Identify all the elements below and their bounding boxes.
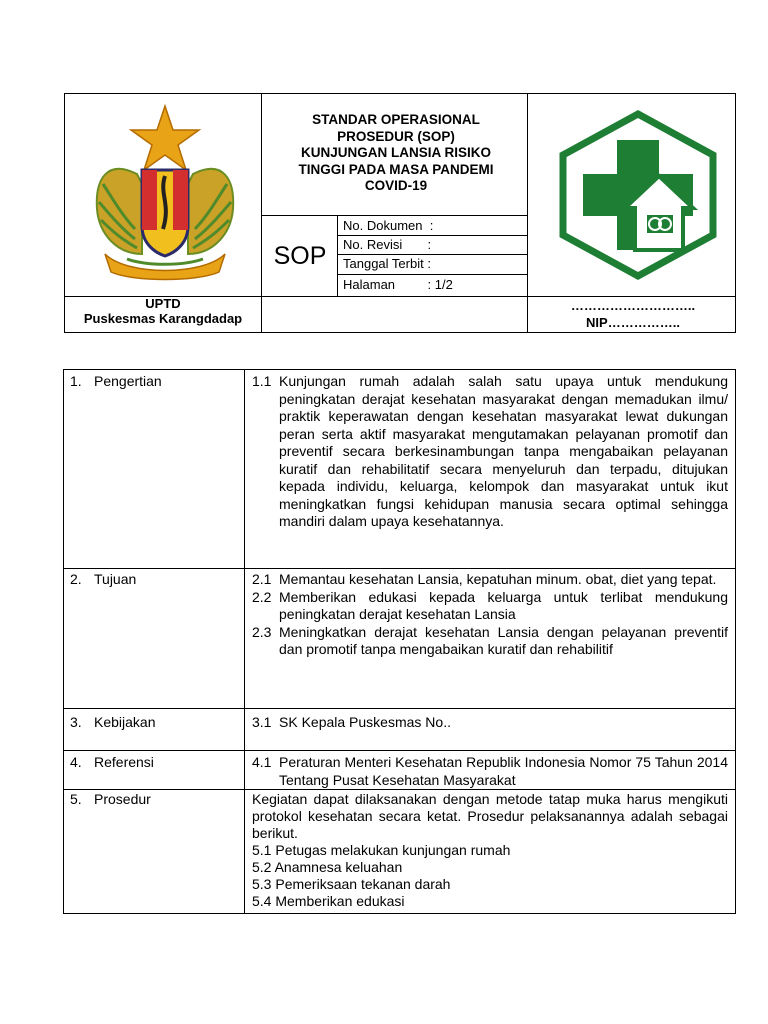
- sop-title-line: PROSEDUR (SOP): [337, 128, 455, 144]
- section-content: [252, 754, 728, 789]
- meta-revision-number: No. Revisi :: [343, 237, 432, 252]
- sop-title-line: COVID-19: [364, 178, 428, 193]
- sop-title-line: KUNJUNGAN LANSIA RISIKO: [300, 145, 491, 160]
- item-number: 2.3: [252, 623, 272, 640]
- row-divider: [64, 789, 735, 790]
- header-divider: [337, 235, 527, 236]
- sop-content-table: [63, 369, 736, 914]
- org-name: [65, 296, 261, 326]
- procedure-step: 5.2 Anamnesa keluahan: [252, 859, 403, 875]
- section-label: [70, 791, 151, 807]
- section-label: [70, 714, 156, 730]
- row-divider: [64, 568, 735, 569]
- item-text: Kunjungan rumah adalah salah satu upaya untuk mendukung peningkatan derajat kesehatan masyarakat dengan memadukan ilmu/ praktik keperawatan dengan kesehatan masyarakat lewat dukungan peran serta aktif masyarakat mengutamakan pelayanan promotif dan preventif secara berkesinambungan tanpa mengabaikan pelayanan kuratif dan rehabilitatif secara menyeluruh dan terpadu, ditujukan kepada individu, keluarga, kelompok dan masyarakat untuk ikut meningkatkan fungsi kehidupan manusia secara optimal sehingga mandiri dalam upaya kesehatannya.: [279, 373, 728, 529]
- item-number: 3.1: [252, 714, 272, 730]
- sop-label: SOP: [273, 242, 327, 270]
- procedure-intro: Kegiatan dapat dilaksanakan dengan metode tatap muka harus mengikuti protokol kesehatan secara ketat. Prosedur pelaksanannya adalah sebagai berikut.: [252, 791, 728, 841]
- item-number: 2.2: [252, 588, 272, 605]
- section-title: Prosedur: [94, 791, 151, 807]
- puskesmas-logo: [555, 110, 721, 280]
- procedure-step: 5.4 Memberikan edukasi: [252, 893, 405, 909]
- section-content: [252, 373, 728, 531]
- header-divider: [337, 254, 527, 255]
- header-divider: [337, 274, 527, 275]
- org-name-line2: Puskesmas Karangdadap: [83, 311, 243, 326]
- section-title: Pengertian: [94, 373, 162, 389]
- list-item: [252, 589, 728, 624]
- list-item: [252, 624, 728, 659]
- signature-dots: ………………………..: [570, 298, 696, 313]
- section-content: [252, 791, 728, 910]
- item-text: SK Kepala Puskesmas No..: [279, 714, 451, 730]
- sop-title: [265, 112, 527, 195]
- section-number: 3.: [70, 714, 82, 730]
- procedure-step: 5.1 Petugas melakukan kunjungan rumah: [252, 842, 511, 858]
- section-number: 4.: [70, 754, 82, 770]
- item-number: 2.1: [252, 571, 272, 587]
- header-divider: [337, 215, 338, 296]
- section-number: 2.: [70, 571, 82, 587]
- list-item: [252, 373, 728, 531]
- item-text: Memberikan edukasi kepada keluarga untuk terlibat mendukung peningkatan derajat kesehatan Lansia: [279, 588, 728, 622]
- column-divider: [244, 370, 245, 913]
- regency-coat-of-arms-logo: [87, 104, 243, 284]
- signature-block: [529, 297, 737, 331]
- row-divider: [64, 750, 735, 751]
- section-title: Kebijakan: [94, 714, 156, 730]
- sop-title-line: STANDAR OPERASIONAL: [312, 112, 480, 127]
- list-item: [252, 754, 728, 789]
- section-title: Tujuan: [94, 571, 137, 587]
- section-label: [70, 373, 162, 389]
- item-number: 4.1: [252, 754, 272, 770]
- item-number: 1.1: [252, 373, 272, 389]
- section-label: [70, 754, 154, 770]
- org-name-line1: UPTD: [145, 296, 181, 311]
- item-text: Meningkatkan derajat kesehatan Lansia dengan pelayanan preventif dan promotif tanpa mengabaikan kuratif dan rehabilitif: [279, 623, 728, 657]
- section-title: Referensi: [94, 754, 154, 770]
- section-label: [70, 571, 136, 587]
- item-text: Peraturan Menteri Kesehatan Republik Indonesia Nomor 75 Tahun 2014 Tentang Pusat Kesehatan Masyarakat: [279, 754, 728, 788]
- list-item: [252, 571, 728, 589]
- section-number: 1.: [70, 373, 82, 389]
- signature-nip: NIP……………..: [586, 315, 680, 330]
- procedure-step: 5.3 Pemeriksaan tekanan darah: [252, 876, 451, 892]
- section-content: [252, 714, 728, 732]
- list-item: [252, 714, 728, 732]
- row-divider: [64, 708, 735, 709]
- section-number: 5.: [70, 791, 82, 807]
- sop-header-table: [64, 93, 736, 333]
- header-divider: [261, 215, 527, 216]
- section-content: [252, 571, 728, 659]
- meta-document-number: No. Dokumen :: [343, 218, 434, 233]
- item-text: Memantau kesehatan Lansia, kepatuhan minum. obat, diet yang tepat.: [279, 571, 717, 587]
- meta-issue-date: Tanggal Terbit :: [343, 256, 431, 271]
- meta-page: Halaman : 1/2: [343, 277, 453, 292]
- sop-title-line: TINGGI PADA MASA PANDEMI: [298, 161, 494, 177]
